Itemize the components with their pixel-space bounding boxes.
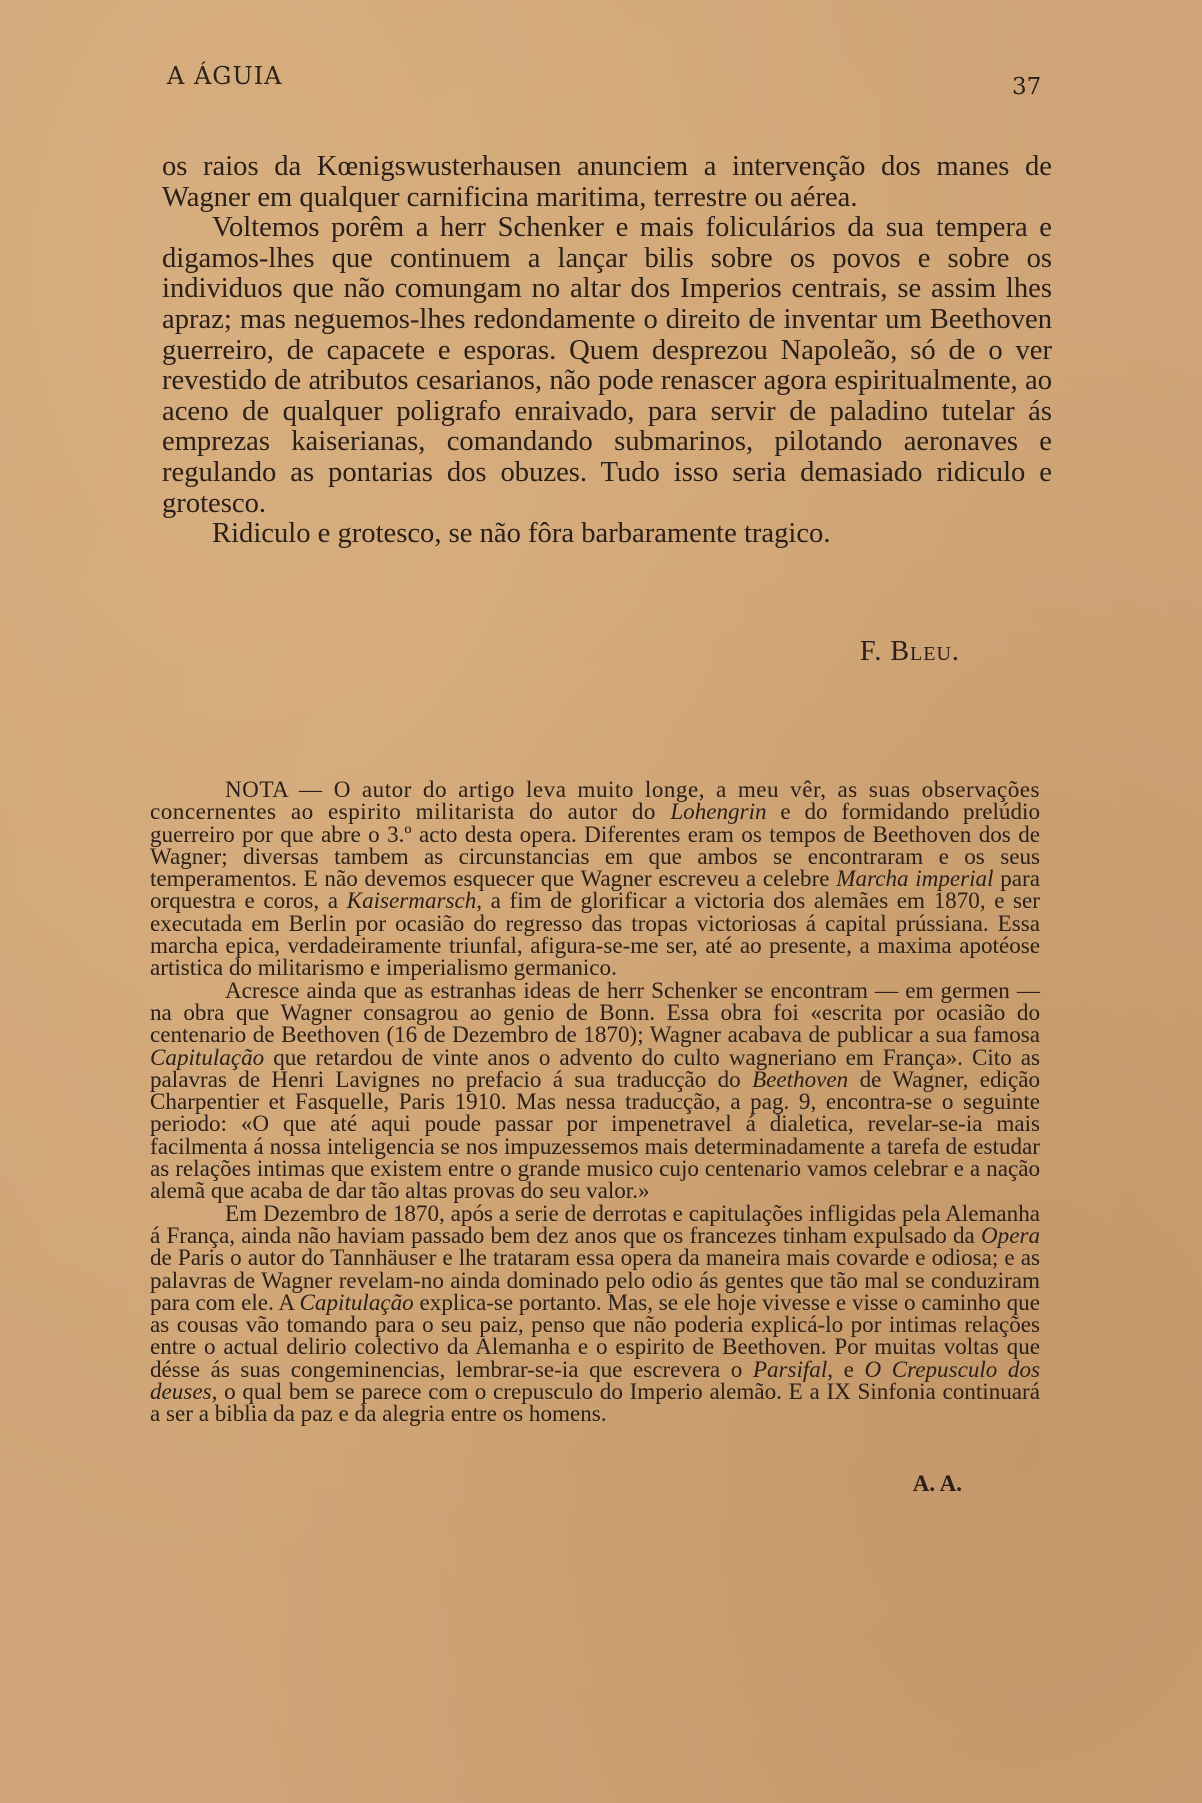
note-text: , e <box>827 1355 865 1382</box>
note-text: Em Dezembro de 1870, após a serie de derrotas e capitulações infligidas pela Alemanha á França, ainda não haviam passado bem dez anos que os francezes tinham expulsado da <box>150 1199 1040 1248</box>
work-title: Kaisermarsch <box>346 887 477 914</box>
work-title: Opera <box>980 1221 1040 1248</box>
note-paragraph <box>150 976 1040 1204</box>
work-title: Parsifal <box>752 1355 828 1382</box>
note-signature: A. A. <box>912 1470 962 1496</box>
note-text: e do formidando prelúdio guerreiro por que abre o 3.º acto desta opera. Diferentes eram os tempos de Beethoven dos de Wagner; diversas tambem as circunstancias em que ambos se encontraram e os seus temperamentos. E não devemos esquecer que Wagner escreveu a celebre <box>150 798 1040 892</box>
running-title: A ÁGUIA <box>167 62 283 90</box>
note-text: Acresce ainda que as estranhas ideas de herr Schenker se encontram — em germen — na obra que Wagner consagrou ao genio de Bonn. Essa obra foi «escrita por ocasião do centenario de Beethoven (16 de Dezembro de 1870); Wagner acabava de publicar a sua famosa <box>150 976 1040 1048</box>
note-text: de Paris o autor do Tannhäuser e lhe trataram essa opera da maneira mais covarde e odiosa; e as palavras de Wagner revelam-no ainda dominado pelo odio ás gentes que tão mal se conduziram para com ele. A <box>150 1244 1040 1315</box>
note-text: NOTA — O autor do artigo leva muito longe, a meu vêr, as suas observações concernentes ao espirito militarista do autor do <box>150 776 1040 825</box>
note-text: que retardou de vinte anos o advento do culto wagneriano em França». Cito as palavras de Henri Lavignes no prefacio á sua traducção do <box>150 1043 1040 1092</box>
note-text: de Wagner, edição Charpentier et Fasquelle, Paris 1910. Mas nessa traducção, a pag. 9, encontra-se o seguinte periodo: «O que até aqui poude passar por impenetravel á dialetica, revelar-se-ia mais facilmenta á nossa inteligencia se nos impuzessemos mais determinadamente a tarefa de estudar as relações intimas que existem entre o grande musico cujo centenario vamos celebrar e a nação alemã que acaba de dar tão altas provas do seu valor.» <box>150 1065 1040 1204</box>
work-title: Marcha imperial <box>836 865 994 892</box>
editor-note <box>150 778 1040 1495</box>
article-paragraph: Ridiculo e grotesco, se não fôra barbaramente tragico. <box>212 518 831 550</box>
work-title: Lohengrin <box>670 798 767 825</box>
article-body <box>162 152 1052 550</box>
note-text: , a fim de glorificar a victoria dos alemães em 1870, e ser executada em Berlin por ocasião do regresso das tropas victoriosas á capital prússiana. Essa marcha epica, verdadeiramente triunfal, afigura-se-me ser, até ao presente, a maxima apotéose artistica do militarismo e imperialismo germanico. <box>150 887 1040 981</box>
article-signature: F. Bleu. <box>860 636 960 667</box>
note-text: para orquestra e coros, a <box>150 865 1040 914</box>
work-title: Beethoven <box>752 1065 849 1092</box>
note-text: , o qual bem se parece com o crepusculo do Imperio alemão. E a IX Sinfonia continuará a ser a biblia da paz e da alegria entre os homens. <box>150 1378 1040 1427</box>
article-paragraph: os raios da Kœnigswusterhausen anunciem a intervenção dos manes de Wagner em qualquer carnificina maritima, terrestre ou aérea. <box>162 151 1052 213</box>
note-paragraph <box>150 778 1040 979</box>
note-text: explica-se portanto. Mas, se ele hoje vivesse e visse o caminho que as cousas vão tomando para o seu paiz, penso que não poderia explicá-lo por intimas relações entre o actual delirio colectivo da Alemanha e o espirito de Beethoven. Por muitas voltas que désse ás suas congeminencias, lembrar-se-ia que escrevera o <box>150 1288 1040 1382</box>
note-paragraph <box>150 1199 1040 1427</box>
work-title: O Crepusculo dos deuses <box>150 1355 1040 1405</box>
work-title: Capitulação <box>150 1043 265 1070</box>
work-title: Capitulação <box>299 1288 414 1315</box>
article-paragraph: Voltemos porêm a herr Schenker e mais foliculários da sua tempera e digamos-lhes que continuem a lançar bilis sobre os povos e sobre os individuos que não comungam no altar dos Imperios centrais, se assim lhes apraz; mas neguemos-lhes redondamente o direito de inventar um Beethoven guerreiro, de capacete e esporas. Quem desprezou Napoleão, só de o ver revestido de atributos cesarianos, não pode renascer agora espiritualmente, ao aceno de qualquer poligrafo enraivado, para servir de paladino tutelar ás emprezas kaiserianas, comandando submarinos, pilotando aeronaves e regulando as pontarias dos obuzes. Tudo isso seria demasiado ridiculo e grotesco. <box>162 212 1052 519</box>
page-number: 37 <box>1012 74 1042 100</box>
